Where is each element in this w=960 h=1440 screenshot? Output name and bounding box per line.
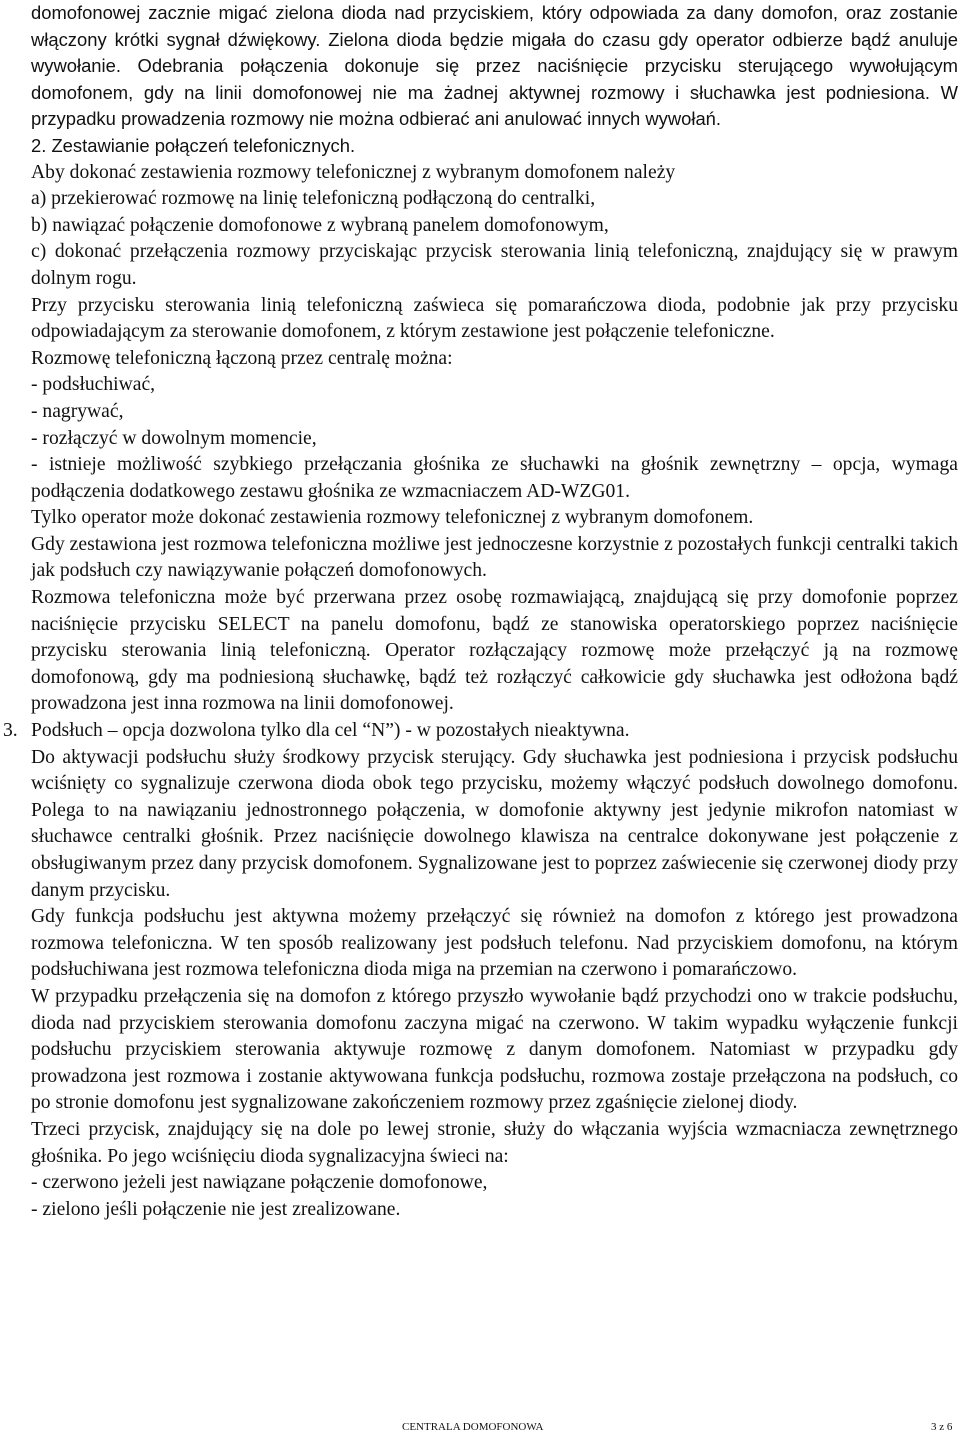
option-item-record: - nagrywać, — [31, 400, 124, 422]
section-number-3: 3. — [3, 720, 18, 742]
option-item-speaker: - istnieje możliwość szybkiego przełączania głośnika ze słuchawki na głośnik zewnętrzny – opcja, wymaga podłączenia dodatkowego zestawu głośnika ze wzmacniaczem AD-WZG01. — [31, 454, 958, 502]
footer-title: CENTRALA DOMOFONOWA — [402, 1421, 544, 1433]
page-footer — [0, 1421, 960, 1435]
paragraph-interrupt: Rozmowa telefoniczna może być przerwana przez osobę rozmawiającą, znajdującą się przy domofonie poprzez naciśnięcie przycisku SELECT na panelu domofonu, bądź ze stanowiska operatorskiego poprzez naciśnięcie przycisku sterowania linią telefoniczną. Operator rozłączający rozmowę może przełączyć ją na rozmowę domofonową, gdy ma podniesioną słuchawkę, bądź też rozłączyć całkowicie gdy słuchawka jest odłożona bądź prowadzona jest inna rozmowa na linii domofonowej. — [31, 587, 958, 715]
list-item-a: a) przekierować rozmowę na linię telefoniczną podłączoną do centralki, — [31, 188, 596, 210]
text-answer-call: Odebrania połączenia dokonuje się przez naciśnięcie przycisku sterującego wywołującym domofonem, gdy na linii domofonowej nie ma żadnej aktywnej rozmowy i słuchawka jest podniesiona. W przypadku prowadzenia rozmowy nie można odbierać ani anulować innych wywołań. — [31, 55, 958, 130]
paragraph-concurrent: Gdy zestawiona jest rozmowa telefoniczna możliwe jest jednoczesne korzystnie z pozostałych funkcji centralki takich jak podsłuch czy nawiązywanie połączeń domofonowych. — [31, 533, 958, 582]
paragraph-orange-diode: Przy przycisku sterowania linią telefoniczną zaświeca się pomarańczowa dioda, podobnie jak przy przycisku odpowiadającym za sterowanie domofonem, z którym zestawione jest połączenie telefoniczne. — [31, 294, 958, 343]
document-body — [3, 0, 958, 1223]
diode-item-red: - czerwono jeżeli jest nawiązane połączenie domofonowe, — [31, 1172, 488, 1194]
list-item-c: c) dokonać przełączenia rozmowy przyciskając przycisk sterowania linią telefoniczną, znajdujący się w prawym dolnym rogu. — [31, 241, 958, 289]
text-call-indicator: domofonowej zacznie migać zielona dioda nad przyciskiem, który odpowiada za dany domofon, oraz zostanie włączony krótki sygnał dźwiękowy. Zielona dioda będzie migała do czasu gdy operator odbierze bądź anuluje wywołanie. — [31, 2, 958, 77]
paragraph-monitor-activation: Do aktywacji podsłuchu służy środkowy przycisk sterujący. Gdy słuchawka jest podniesiona i przycisk podsłuchu wciśnięty co sygnalizuje czerwona dioda obok tego przycisku, możemy włączyć podsłuch dowolnego domofonu. Polega to na nawiązaniu jednostronnego połączenia, w domofonie aktywny jest jedynie mikrofon natomiast w słuchawce centralki głośnik. Przez naciśnięcie dowolnego klawisza na centralce dokonywane jest połączenie z obsługiwanym przez dany przycisk domofonem. Sygnalizowane jest to poprzez zaświecenie się czerwonej diody przy danym przycisku. — [31, 746, 958, 901]
paragraph-telephone-intro: Aby dokonać zestawienia rozmowy telefonicznej z wybranym domofonem należy — [31, 161, 676, 183]
paragraph-third-button: Trzeci przycisk, znajdujący się na dole po lewej stronie, służy do włączania wyjścia wzmacniacza zewnętrznego głośnika. Po jego wciśnięciu dioda sygnalizacyjna świeci na: — [31, 1118, 958, 1167]
option-item-disconnect: - rozłączyć w dowolnym momencie, — [31, 427, 317, 449]
list-item-b: b) nawiązać połączenie domofonowe z wybraną panelem domofonowym, — [31, 214, 609, 236]
paragraph-operator-only: Tylko operator może dokonać zestawienia rozmowy telefonicznej z wybranym domofonem. — [31, 507, 754, 529]
paragraph-call-indicator — [31, 0, 958, 133]
section-heading-3 — [3, 718, 958, 745]
paragraph-monitor-switch: W przypadku przełączenia się na domofon z którego przyszło wywołanie bądź przychodzi ono w trakcie podsłuchu, dioda nad przyciskiem sterowania domofonu zaczyna migać na czerwono. W takim wypadku wyłączenie funkcji podsłuchu przyciskiem sterowania aktywuje rozmowę z danym domofonem. Natomiast w przypadku gdy prowadzona jest rozmowa i zostanie aktywowana funkcja podsłuchu, rozmowa zostaje przełączona na podsłuch, co po stronie domofonu jest sygnalizowane zakończeniem rozmowy przez zgaśnięcie zielonej diody. — [31, 985, 958, 1114]
diode-item-green: - zielono jeśli połączenie nie jest zrealizowane. — [31, 1198, 401, 1220]
paragraph-monitor-phone: Gdy funkcja podsłuchu jest aktywna możemy przełączyć się również na domofon z którego jest prowadzona rozmowa telefoniczna. W ten sposób realizowany jest podsłuch telefonu. Nad przyciskiem domofonu, na którym podsłuchiwana jest rozmowa telefoniczna dioda miga na przemian na czerwono i pomarańczowo. — [31, 906, 958, 981]
section-heading-2: 2. Zestawianie połączeń telefonicznych. — [31, 134, 356, 156]
paragraph-options-intro: Rozmowę telefoniczną łączoną przez centralę można: — [31, 347, 453, 369]
section-title-3: Podsłuch – opcja dozwolona tylko dla cel “N”) - w pozostałych nieaktywna. — [31, 720, 630, 742]
page-number: 3 z 6 — [931, 1421, 953, 1433]
option-item-listen: - podsłuchiwać, — [31, 374, 156, 396]
